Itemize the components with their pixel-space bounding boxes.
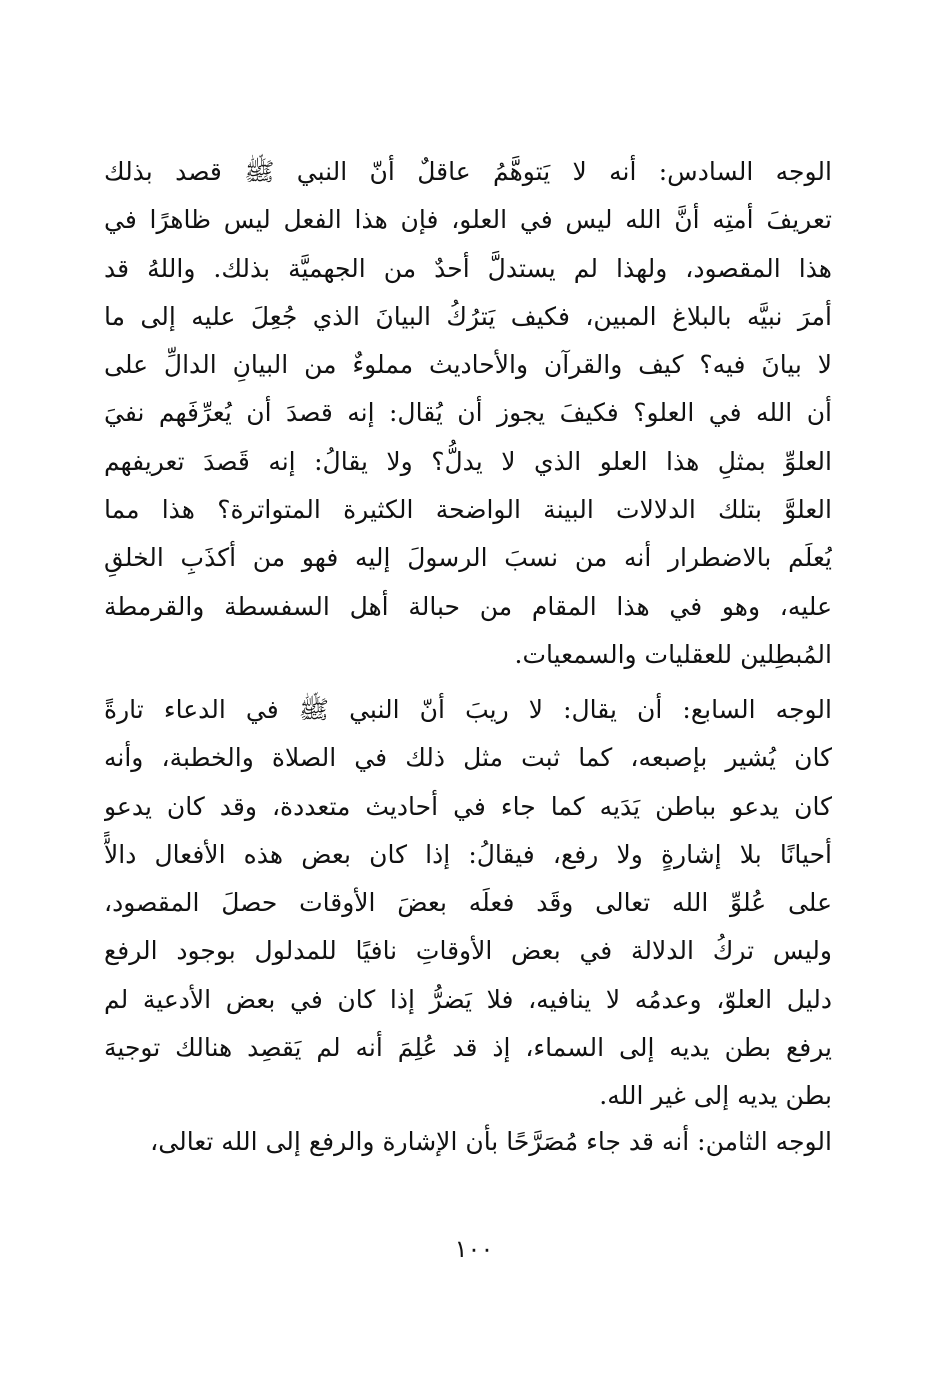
- text-line: دليل العلوّ، وعدمُه لا ينافيه، فلا يَضرُّ إذا كان في بعض الأدعية لم: [104, 984, 832, 1014]
- page-number: ١٠٠: [454, 1235, 494, 1263]
- paragraph-sixth-aspect: [104, 148, 832, 679]
- text-line: عليه، وهو في هذا المقام من حبالة أهل السفسطة والقرمطة: [104, 591, 832, 621]
- paragraph-eighth-aspect: [104, 1118, 832, 1166]
- text-line: يُعلَم بالاضطرار أنه من نسبَ الرسولَ إليه فهو من أكذَبِ الخلقِ: [104, 543, 832, 573]
- text-line: الوجه الثامن: أنه قد جاء مُصَرَّحًا بأن الإشارة والرفع إلى الله تعالى،: [150, 1127, 832, 1156]
- paragraph-seventh-aspect: [104, 686, 832, 1121]
- text-line: يرفع بطن يديه إلى السماء، إذ قد عُلِمَ أنه لم يَقصِد هنالك توجيهَ: [104, 1033, 832, 1063]
- text-line: تعريفَ أمتِه أنَّ الله ليس في العلو، فإن هذا الفعل ليس ظاهرًا في: [104, 205, 832, 235]
- text-line: الوجه السادس: أنه لا يَتوهَّمُ عاقلٌ أنّ النبي ﷺ قصد بذلك: [104, 157, 832, 186]
- text-line: لا بيانَ فيه؟ كيف والقرآن والأحاديث مملوءٌ من البيانِ الدالِّ على: [104, 350, 832, 380]
- text-line: على عُلوِّ الله تعالى وقَد فعلَه بعضَ الأوقات حصلَ المقصود،: [104, 888, 832, 918]
- text-line: وليس تركُ الدلالة في بعض الأوقاتِ نافيًا للمدلول بوجود الرفع: [104, 936, 832, 966]
- text-line: هذا المقصود، ولهذا لم يستدلَّ أحدٌ من الجهميَّة بذلك. واللهُ قد: [104, 253, 832, 283]
- text-line: كان يدعو بباطن يَدَيه كما جاء في أحاديث متعددة، وقد كان يدعو: [104, 791, 832, 821]
- text-line: بطن يديه إلى غير الله.: [599, 1081, 832, 1111]
- text-line: كان يُشير بإصبعه، كما ثبت مثل ذلك في الصلاة والخطبة، وأنه: [104, 743, 832, 773]
- text-line: أمرَ نبيَّه بالبلاغ المبين، فكيف يَترُكُ البيانَ الذي جُعِلَ عليه إلى ما: [104, 301, 832, 331]
- text-line: أن الله في العلو؟ فكيفَ يجوز أن يُقال: إنه قصدَ أن يُعرِّفَهم نفيَ: [104, 398, 832, 428]
- text-line: المُبطِلين للعقليات والسمعيات.: [514, 639, 832, 669]
- text-line: العلوِّ بمثلِ هذا العلو الذي لا يدلُّ؟ ولا يقالُ: إنه قَصدَ تعريفهم: [104, 446, 832, 476]
- text-line: العلوَّ بتلك الدلالات البينة الواضحة الكثيرة المتواترة؟ هذا مما: [104, 495, 832, 525]
- text-line: أحيانًا بلا إشارةٍ ولا رفع، فيقالُ: إذا كان بعض هذه الأفعال دالاًّ: [104, 839, 832, 869]
- text-line: الوجه السابع: أن يقال: لا ريبَ أنّ النبي ﷺ في الدعاء تارةً: [104, 695, 832, 724]
